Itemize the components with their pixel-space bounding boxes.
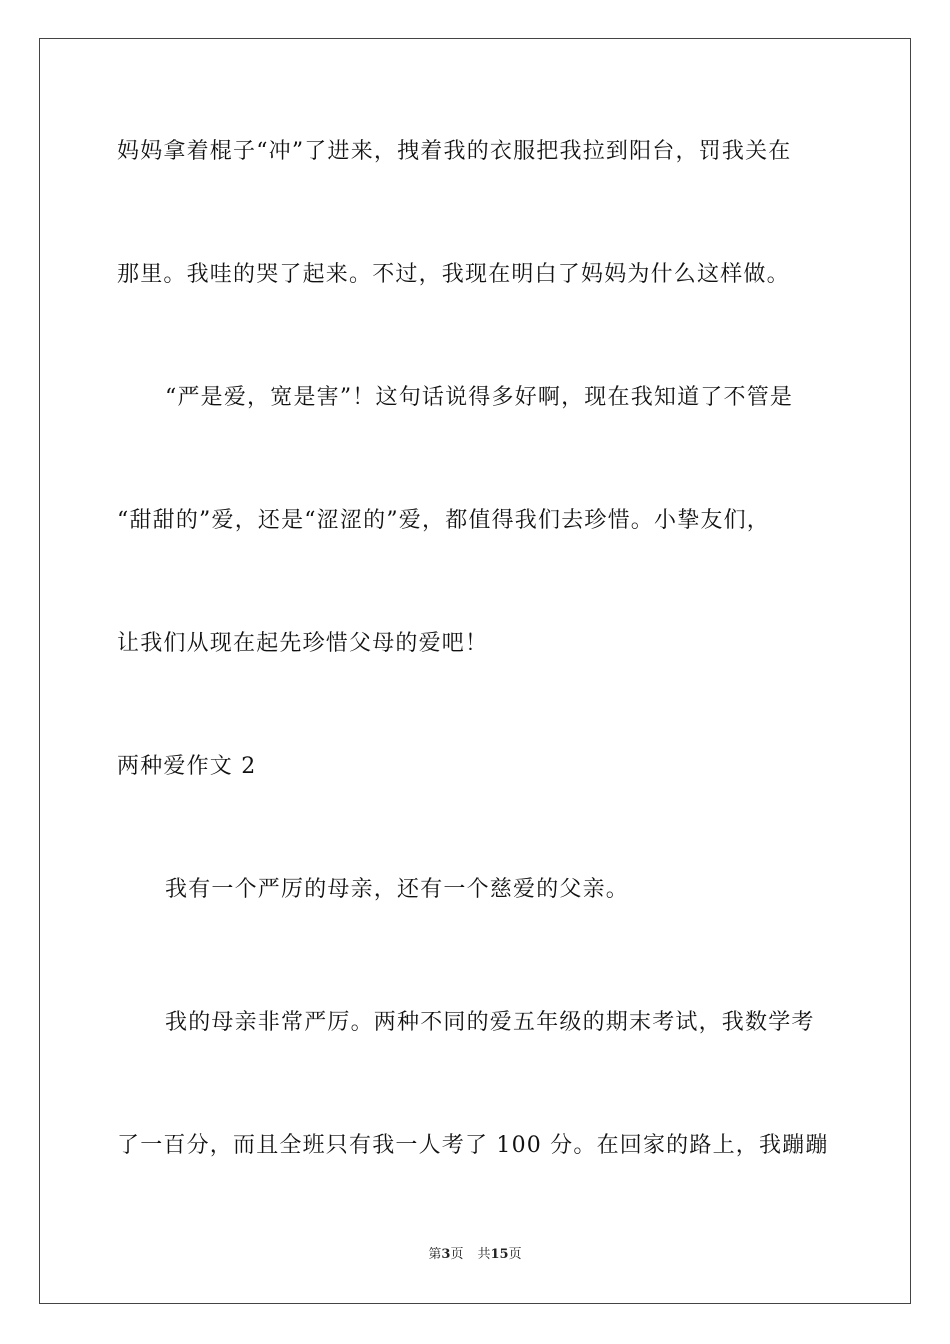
total-prefix: 共: [477, 1247, 491, 1262]
paragraph-line: 那里。我哇的哭了起来。不过，我现在明白了妈妈为什么这样做。: [117, 262, 790, 287]
current-page-number: 3: [441, 1247, 451, 1262]
paragraph-line: 让我们从现在起先珍惜父母的爱吧！: [117, 631, 489, 656]
paragraph-line: “严是爱，宽是害”！这句话说得多好啊，现在我知道了不管是: [165, 385, 794, 410]
page-footer: [0, 1246, 950, 1264]
page-prefix: 第: [428, 1247, 442, 1262]
page-border: [39, 38, 911, 1304]
paragraph-line: 我的母亲非常严厉。两种不同的爱五年级的期末考试，我数学考: [165, 1010, 815, 1035]
total-suffix: 页: [508, 1247, 522, 1262]
total-page-count: 15: [490, 1247, 509, 1262]
paragraph-line: “甜甜的”爱，还是“涩涩的”爱，都值得我们去珍惜。小挚友们，: [117, 508, 770, 533]
paragraph-line: 妈妈拿着棍子“冲”了进来，拽着我的衣服把我拉到阳台，罚我关在: [117, 139, 792, 164]
page-suffix: 页: [450, 1247, 464, 1262]
paragraph-line: 我有一个严厉的母亲，还有一个慈爱的父亲。: [165, 877, 630, 902]
section-heading: 两种爱作文 2: [117, 754, 257, 779]
paragraph-line: 了一百分，而且全班只有我一人考了 100 分。在回家的路上，我蹦蹦: [117, 1133, 829, 1158]
